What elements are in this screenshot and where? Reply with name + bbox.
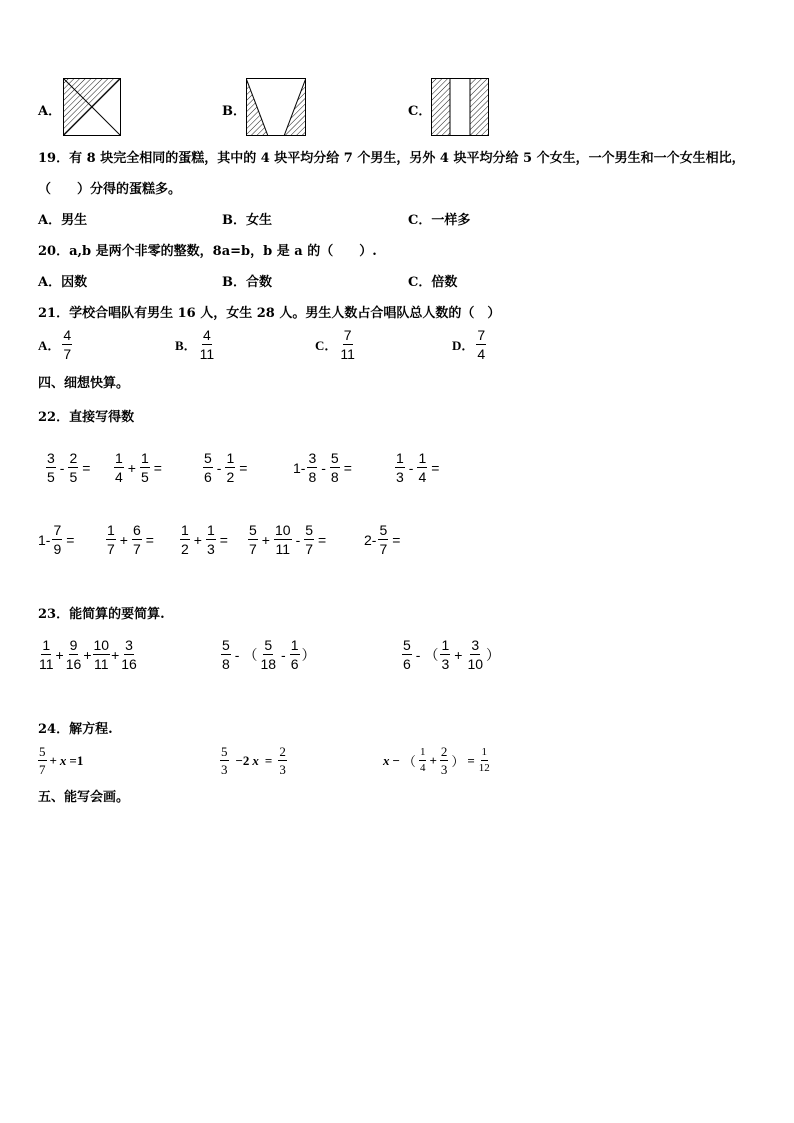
- q22-expr-4: 1- $\frac{3}{8}$ - $\frac{5}{8}$ =: [293, 450, 352, 485]
- fraction: $\frac{7}{11}$: [340, 327, 355, 362]
- q20-option-b: B．合数: [222, 275, 272, 290]
- q21-text: 21．学校合唱队有男生 16 人，女生 28 人。男生人数占合唱队总人数的（ ）: [38, 306, 501, 321]
- q19-text-line1: 19．有 8 块完全相同的蛋糕，其中的 4 块平均分给 7 个男生，另外 4 块平均分给 5 个女生，一个男生和一个女生相比，: [38, 151, 745, 166]
- q19-option-b: B．女生: [222, 213, 272, 228]
- q18-option-a-label: A．: [38, 104, 62, 119]
- q19-option-a: A．男生: [38, 213, 88, 228]
- q23-title: 23．能简算的要简算.: [38, 607, 165, 622]
- q18-figure-c: [431, 78, 489, 136]
- q19-text-line2: （ ）分得的蛋糕多。: [38, 182, 182, 197]
- q20-option-c: C．倍数: [408, 275, 458, 290]
- q22-expr-8: $\frac{1}{2}$ + $\frac{1}{3}$ =: [181, 522, 228, 557]
- q20-option-a: A．因数: [38, 275, 88, 290]
- q20-text: 20．a,b 是两个非零的整数，8a=b，b 是 a 的（ ）.: [38, 244, 377, 259]
- fraction: $\frac{4}{7}$: [63, 327, 72, 362]
- q22-expr-9: $\frac{5}{7}$ + $\frac{10}{11}$ - $\frac{5}{7}$ =: [249, 522, 327, 557]
- q24-equation-1: $\frac{5}{7}$ + x =1: [39, 744, 84, 777]
- q22-expr-2: $\frac{1}{4}$ + $\frac{1}{5}$ =: [115, 450, 162, 485]
- q22-expr-7: $\frac{1}{7}$ + $\frac{6}{7}$ =: [107, 522, 154, 557]
- q24-equation-2: $\frac{5}{3}$ −2 x = $\frac{2}{3}$: [221, 744, 286, 777]
- q18-figure-b: [246, 78, 306, 136]
- q22-expr-10: 2- $\frac{5}{7}$ =: [364, 522, 401, 557]
- q22-title: 22．直接写得数: [38, 410, 135, 425]
- q21-option-c: C． $\frac{7}{11}$: [315, 327, 355, 362]
- q22-expr-3: $\frac{5}{6}$ - $\frac{1}{2}$ =: [204, 450, 248, 485]
- section-5-heading: 五、能写会画。: [38, 790, 130, 805]
- q18-figure-a: [63, 78, 121, 136]
- q24-title: 24．解方程.: [38, 722, 113, 737]
- q19-option-c: C．一样多: [408, 213, 471, 228]
- section-4-heading: 四、细想快算。: [38, 376, 130, 391]
- q24-equation-3: x − （ $\frac{1}{4}$ + $\frac{2}{3}$ ） = $\frac{1}{12}$: [383, 744, 490, 777]
- fraction: $\frac{7}{4}$: [477, 327, 486, 362]
- q21-option-a: A． $\frac{4}{7}$: [38, 327, 72, 362]
- q18-option-c-label: C．: [408, 104, 432, 119]
- q22-expr-6: 1- $\frac{7}{9}$ =: [38, 522, 75, 557]
- q23-expr-3: $\frac{5}{6}$ - （ $\frac{1}{3}$ + $\frac{3}{10}$ ）: [403, 637, 501, 672]
- q21-option-d: D． $\frac{7}{4}$: [452, 327, 486, 362]
- q18-option-b-label: B．: [222, 104, 246, 119]
- q23-expr-1: $\frac{1}{11}$ + $\frac{9}{16}$ + $\frac{10}{11}$ + $\frac{3}{16}$: [39, 637, 137, 672]
- q21-option-b: B． $\frac{4}{11}$: [175, 327, 215, 362]
- q22-expr-1: $\frac{3}{5}$ - $\frac{2}{5}$ =: [47, 450, 91, 485]
- fraction: $\frac{4}{11}$: [199, 327, 215, 362]
- q22-expr-5: $\frac{1}{3}$ - $\frac{1}{4}$ =: [396, 450, 440, 485]
- q23-expr-2: $\frac{5}{8}$ - （ $\frac{5}{18}$ - $\frac{1}{6}$ ）: [222, 637, 316, 672]
